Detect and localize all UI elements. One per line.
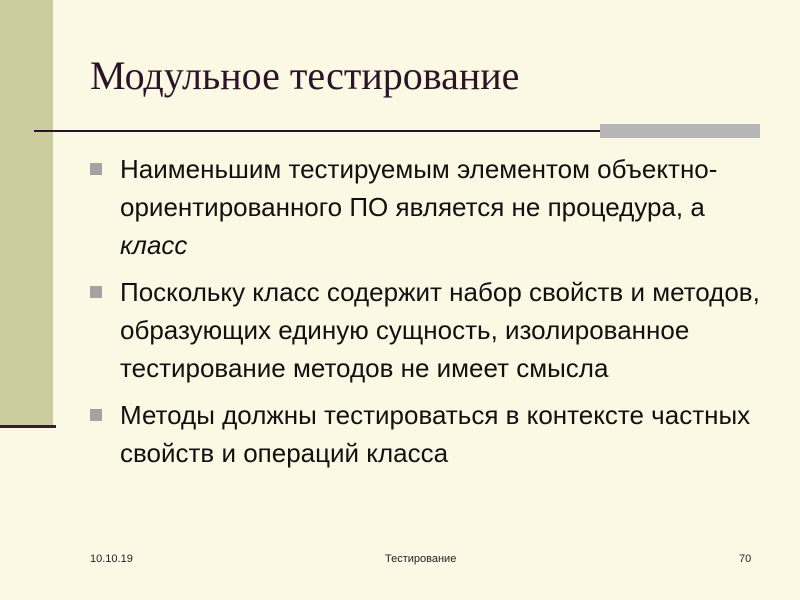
bullet-item: [90, 396, 770, 472]
side-bar: [0, 0, 53, 425]
square-bullet-icon: [90, 163, 102, 175]
bullet-text: Наименьшим тестируемым элементом объектно-ориентированного ПО является не процедура, а: [120, 154, 718, 222]
bullet-item: [90, 150, 770, 264]
square-bullet-icon: [90, 286, 102, 298]
title-accent-bar: [600, 124, 760, 138]
footer-title: Тестирование: [385, 553, 457, 565]
bullet-text: Методы должны тестироваться в контексте частных свойств и операций класса: [120, 400, 751, 468]
bullet-emphasis: класс: [120, 230, 188, 260]
side-bar-divider: [0, 425, 56, 428]
bullet-text: Поскольку класс содержит набор свойств и методов, образующих единую сущность, изолированное тестирование методов не имеет смысла: [120, 277, 760, 383]
square-bullet-icon: [90, 409, 102, 421]
bullet-list: [90, 150, 770, 481]
footer-date: 10.10.19: [90, 553, 133, 565]
page-number: 70: [739, 553, 752, 565]
bullet-item: [90, 273, 770, 387]
slide-title: Модульное тестирование: [90, 53, 520, 98]
